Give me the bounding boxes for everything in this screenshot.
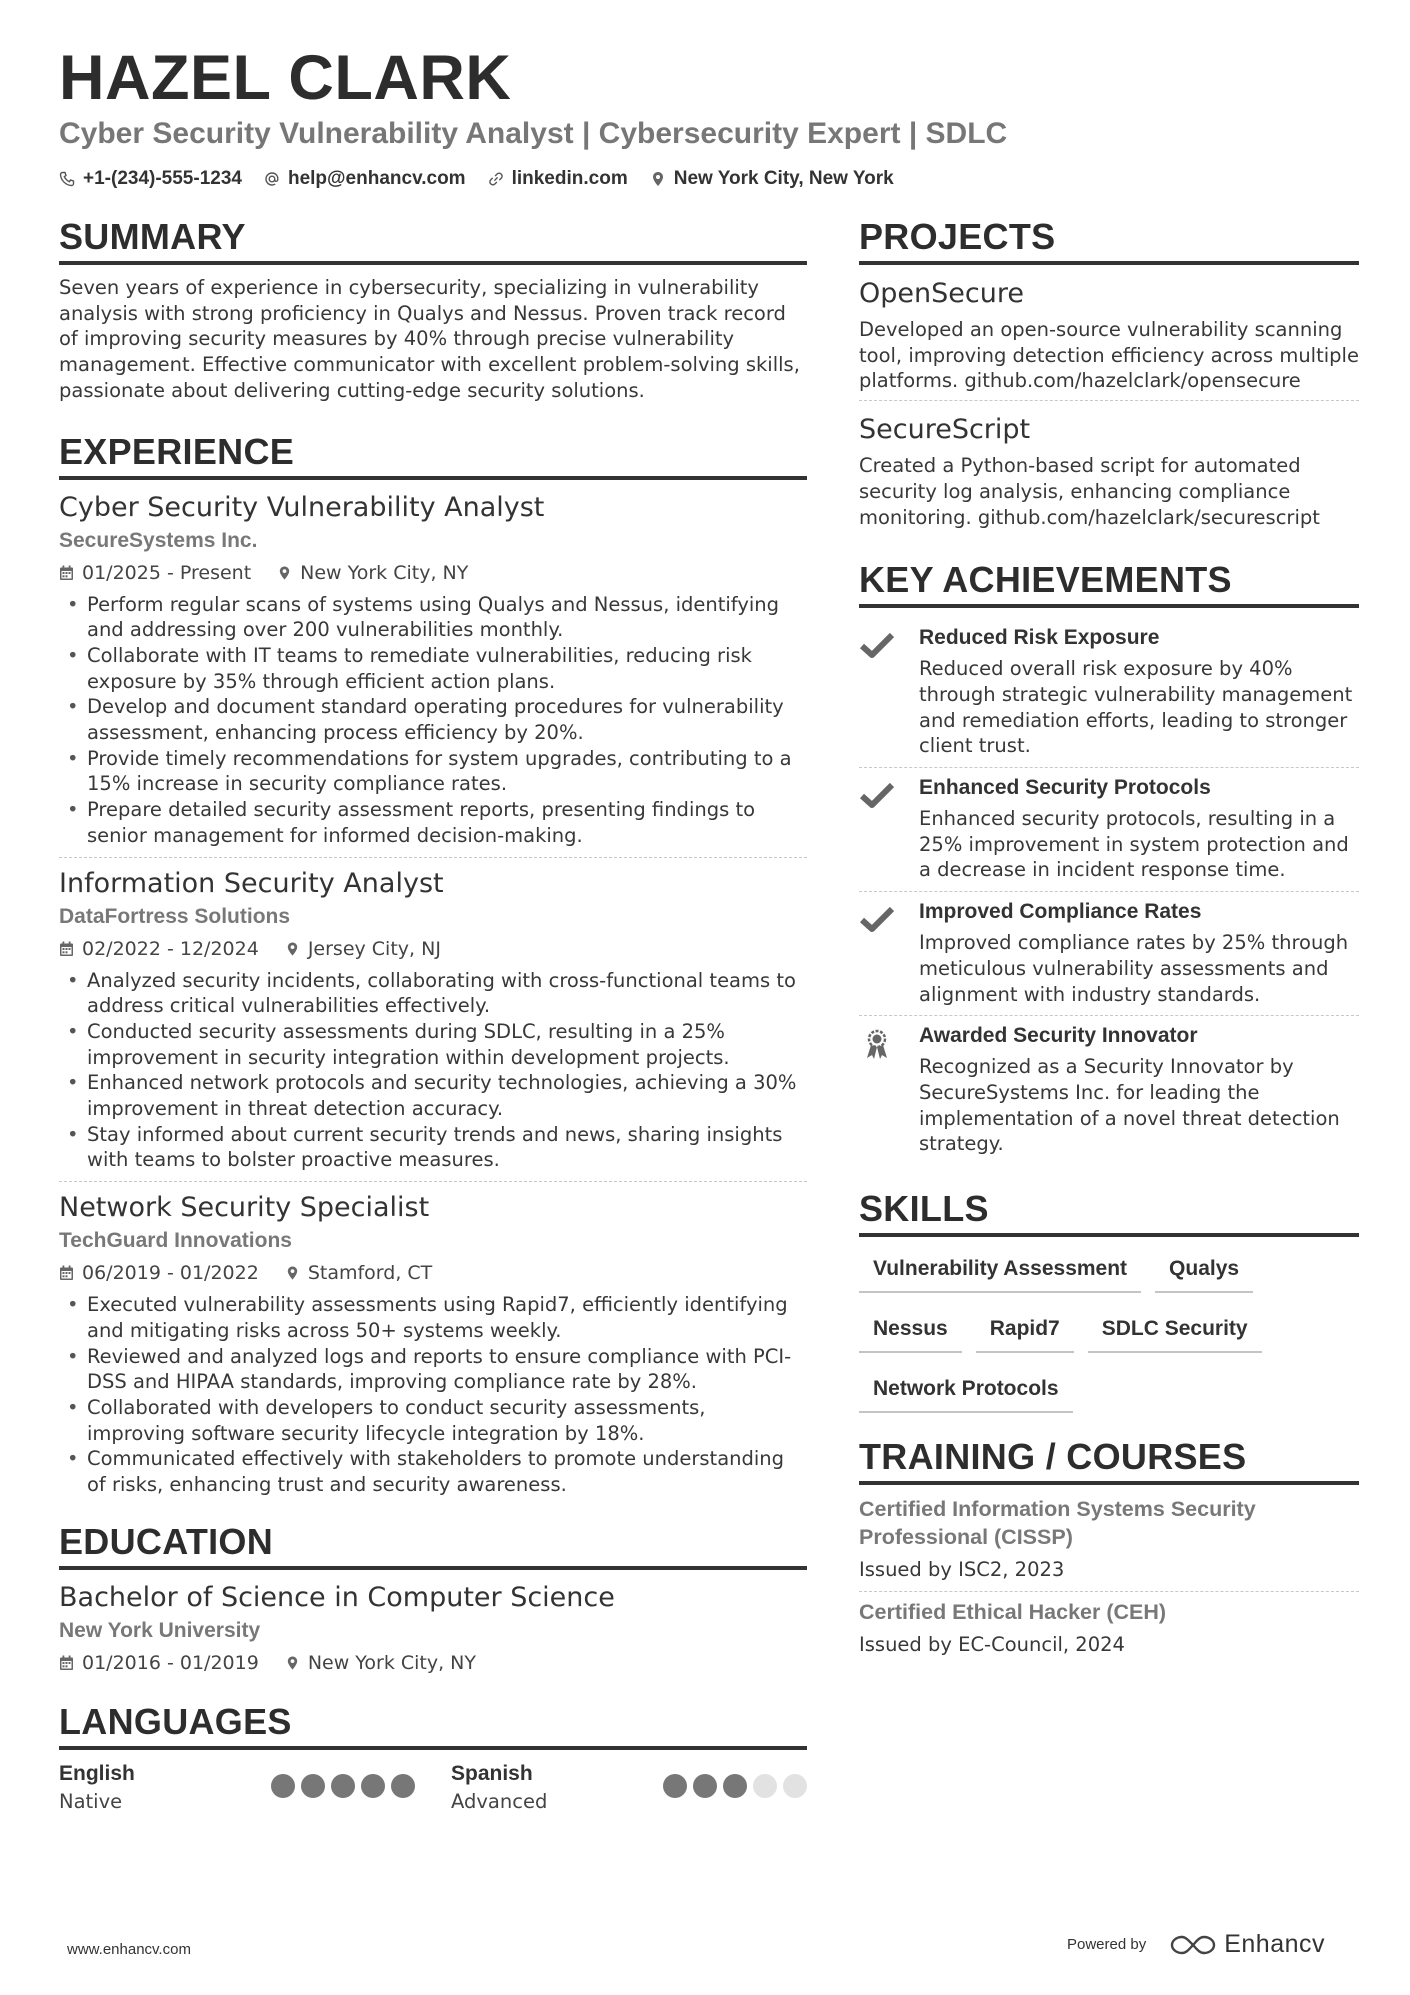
skill-tag: Qualys xyxy=(1155,1247,1253,1293)
language-rating xyxy=(271,1760,415,1816)
achievement-description: Improved compliance rates by 25% through meticulous vulnerability assessments and alignment with industry standards. xyxy=(919,931,1349,1006)
job-bullet: • Collaborate with IT teams to remediate vulnerabilities, reducing risk exposure by 35% through efficient action plans. xyxy=(59,643,807,694)
job-dates xyxy=(59,1258,259,1288)
job-meta xyxy=(59,1258,807,1288)
languages-title: LANGUAGES xyxy=(59,1700,807,1750)
achievement-title: Reduced Risk Exposure xyxy=(919,626,1160,650)
achievement-title: Awarded Security Innovator xyxy=(919,1024,1198,1048)
rating-dot-filled xyxy=(693,1774,717,1798)
job-location-text: Jersey City, NJ xyxy=(307,937,441,960)
enhancv-logo-icon xyxy=(1170,1933,1216,1957)
company-name: DataFortress Solutions xyxy=(59,904,291,928)
location-icon xyxy=(285,941,300,957)
job-entry xyxy=(59,490,807,858)
resume-header xyxy=(59,42,1359,190)
job-meta xyxy=(59,558,807,588)
project-description: Developed an open-source vulnerability scanning tool, improving detection efficiency across multiple platforms. github.com/hazelclark/opensecure xyxy=(859,318,1359,393)
skill-tag: Nessus xyxy=(859,1307,962,1353)
achievement-item xyxy=(859,892,1359,1016)
rating-dot-filled xyxy=(331,1774,355,1798)
rating-dot-filled xyxy=(723,1774,747,1798)
checkmark-icon xyxy=(859,780,895,812)
education-dates xyxy=(59,1648,259,1678)
achievement-title: Enhanced Security Protocols xyxy=(919,776,1211,800)
enhancv-logo[interactable] xyxy=(1170,1930,1325,1959)
enhancv-logo-text: Enhancv xyxy=(1224,1930,1326,1958)
experience-title: EXPERIENCE xyxy=(59,430,807,480)
achievement-item xyxy=(859,618,1359,768)
job-bullet: • Communicated effectively with stakeholders to promote understanding of risks, enhancing trust and security awareness. xyxy=(59,1446,807,1497)
phone-icon xyxy=(59,171,75,187)
language-name: Spanish xyxy=(451,1761,533,1785)
right-column xyxy=(859,215,1359,1671)
checkmark-icon xyxy=(859,904,895,936)
summary-text: Seven years of experience in cybersecurity, specializing in vulnerability analysis with strong proficiency in Qualys and Nessus. Proven track record of improving security measures by 40% through precise vulnerability management. Effective communicator with excellent problem-solving skills, passionate about delivering cutting-edge security solutions. xyxy=(59,276,800,402)
skill-tag: Network Protocols xyxy=(859,1367,1073,1413)
skill-tag: SDLC Security xyxy=(1088,1307,1262,1353)
job-bullet: • Conducted security assessments during SDLC, resulting in a 25% improvement in security integration within development projects. xyxy=(59,1019,807,1070)
education-section xyxy=(59,1520,807,1678)
course-item xyxy=(859,1495,1359,1592)
rating-dot-filled xyxy=(271,1774,295,1798)
contact-location-text: New York City, New York xyxy=(673,168,894,189)
location-icon xyxy=(650,171,666,187)
rating-dot-empty xyxy=(753,1774,777,1798)
education-dates-text: 01/2016 - 01/2019 xyxy=(82,1651,259,1674)
calendar-icon xyxy=(59,565,74,581)
language-level: Native xyxy=(59,1789,123,1813)
school-name: New York University xyxy=(59,1618,261,1642)
achievement-description: Reduced overall risk exposure by 40% through strategic vulnerability management and remediation efforts, leading to stronger client trust. xyxy=(919,657,1353,758)
language-name: English xyxy=(59,1761,135,1785)
job-bullets xyxy=(59,968,807,1174)
contact-phone-text: +1-(234)-555-1234 xyxy=(83,168,242,189)
location-icon xyxy=(285,1655,300,1671)
job-entry xyxy=(59,1190,807,1506)
company-name: TechGuard Innovations xyxy=(59,1229,292,1253)
languages-section xyxy=(59,1700,807,1816)
candidate-name: HAZEL CLARK xyxy=(59,43,512,113)
job-title: Cyber Security Vulnerability Analyst xyxy=(59,491,545,523)
contact-email[interactable] xyxy=(264,168,466,190)
location-icon xyxy=(277,565,292,581)
achievement-item xyxy=(859,768,1359,892)
job-entry xyxy=(59,866,807,1183)
rating-dot-filled xyxy=(391,1774,415,1798)
job-dates xyxy=(59,558,251,588)
language-level: Advanced xyxy=(451,1789,548,1813)
achievement-item xyxy=(859,1016,1359,1165)
rating-dot-empty xyxy=(783,1774,807,1798)
job-location-text: New York City, NY xyxy=(300,561,469,584)
job-bullet: • Reviewed and analyzed logs and reports to ensure compliance with PCI-DSS and HIPAA standards, improving compliance rate by 28%. xyxy=(59,1344,807,1395)
footer-branding xyxy=(1067,1930,1325,1959)
checkmark-icon xyxy=(859,630,895,662)
project-item xyxy=(859,411,1359,536)
skills-title: SKILLS xyxy=(859,1187,1359,1237)
job-location xyxy=(285,1258,432,1288)
contact-linkedin[interactable] xyxy=(488,168,628,190)
left-column xyxy=(59,215,807,1816)
achievement-title: Improved Compliance Rates xyxy=(919,900,1202,924)
education-title: EDUCATION xyxy=(59,1520,807,1570)
job-bullet: • Enhanced network protocols and security technologies, achieving a 30% improvement in threat detection accuracy. xyxy=(59,1070,807,1121)
course-name: Certified Information Systems Security Professional (CISSP) xyxy=(859,1497,1256,1550)
education-location xyxy=(285,1648,476,1678)
footer-website[interactable]: www.enhancv.com xyxy=(67,1941,191,1958)
contact-linkedin-text[interactable]: linkedin.com xyxy=(511,168,628,189)
education-meta xyxy=(59,1648,807,1678)
language-rating xyxy=(663,1760,807,1816)
job-dates xyxy=(59,934,259,964)
job-title: Network Security Specialist xyxy=(59,1192,430,1224)
candidate-headline: Cyber Security Vulnerability Analyst | Cybersecurity Expert | SDLC xyxy=(59,117,1008,150)
job-location xyxy=(285,934,441,964)
job-bullets xyxy=(59,592,807,849)
language-item xyxy=(59,1760,415,1816)
achievements-section xyxy=(859,558,1359,1165)
job-bullet: • Stay informed about current security trends and news, sharing insights with teams to bolster proactive measures. xyxy=(59,1122,807,1173)
project-name: SecureScript xyxy=(859,414,1031,446)
job-bullet: • Provide timely recommendations for system upgrades, contributing to a 15% increase in security compliance rates. xyxy=(59,746,807,797)
course-item xyxy=(859,1598,1359,1666)
job-dates-text: 01/2025 - Present xyxy=(82,561,252,584)
job-bullet: • Analyzed security incidents, collaborating with cross-functional teams to address critical vulnerabilities effectively. xyxy=(59,968,807,1019)
job-location-text: Stamford, CT xyxy=(307,1262,433,1285)
location-icon xyxy=(285,1265,300,1281)
contact-phone xyxy=(59,168,242,190)
achievement-description: Recognized as a Security Innovator by SecureSystems Inc. for leading the implementation of a novel threat detection strategy. xyxy=(919,1055,1340,1156)
contact-location xyxy=(650,168,894,190)
project-name: OpenSecure xyxy=(859,278,1024,309)
skills-section xyxy=(859,1187,1359,1413)
summary-title: SUMMARY xyxy=(59,215,807,265)
summary-section xyxy=(59,215,807,404)
language-list xyxy=(59,1760,807,1816)
job-bullet: • Perform regular scans of systems using Qualys and Nessus, identifying and addressing over 200 vulnerabilities monthly. xyxy=(59,592,807,643)
rating-dot-filled xyxy=(361,1774,385,1798)
contact-bar xyxy=(59,168,1359,190)
language-item xyxy=(451,1760,807,1816)
powered-by-label: Powered by xyxy=(1067,1936,1147,1953)
job-bullet: • Prepare detailed security assessment reports, presenting findings to senior management for informed decision-making. xyxy=(59,797,807,848)
course-issuer: Issued by EC-Council, 2024 xyxy=(859,1632,1125,1656)
calendar-icon xyxy=(59,1265,74,1281)
achievement-description: Enhanced security protocols, resulting in a 25% improvement in system protection and a decrease in incident response time. xyxy=(919,807,1349,882)
at-icon xyxy=(264,171,280,187)
job-dates-text: 06/2019 - 01/2022 xyxy=(82,1262,259,1285)
projects-title: PROJECTS xyxy=(859,215,1359,265)
rating-dot-filled xyxy=(301,1774,325,1798)
skill-list xyxy=(859,1247,1359,1413)
job-bullet: • Develop and document standard operating procedures for vulnerability assessment, enhancing process efficiency by 20%. xyxy=(59,694,807,745)
company-name: SecureSystems Inc. xyxy=(59,528,258,552)
education-location-text: New York City, NY xyxy=(307,1651,476,1674)
skill-tag: Rapid7 xyxy=(976,1307,1074,1353)
course-issuer: Issued by ISC2, 2023 xyxy=(859,1558,1065,1582)
link-icon xyxy=(488,171,504,187)
projects-section xyxy=(859,215,1359,536)
calendar-icon xyxy=(59,1655,74,1671)
rating-dot-filled xyxy=(663,1774,687,1798)
job-meta xyxy=(59,934,807,964)
project-description: Created a Python-based script for automated security log analysis, enhancing compliance monitoring. github.com/hazelclark/securescript xyxy=(859,454,1320,529)
award-ribbon-icon xyxy=(859,1028,895,1060)
job-dates-text: 02/2022 - 12/2024 xyxy=(82,937,259,960)
training-title: TRAINING / COURSES xyxy=(859,1435,1359,1485)
skill-tag: Vulnerability Assessment xyxy=(859,1247,1141,1293)
experience-section xyxy=(59,430,807,1506)
course-name: Certified Ethical Hacker (CEH) xyxy=(859,1599,1167,1624)
contact-email-text[interactable]: help@enhancv.com xyxy=(287,168,466,189)
job-bullets xyxy=(59,1292,807,1498)
degree-title: Bachelor of Science in Computer Science xyxy=(59,1581,615,1613)
job-bullet: • Collaborated with developers to conduct security assessments, improving software security lifecycle integration by 18%. xyxy=(59,1395,807,1446)
training-section xyxy=(859,1435,1359,1665)
job-bullet: • Executed vulnerability assessments using Rapid7, efficiently identifying and mitigating risks across 50+ systems weekly. xyxy=(59,1292,807,1343)
achievements-title: KEY ACHIEVEMENTS xyxy=(859,558,1359,608)
project-item xyxy=(859,275,1359,401)
job-location xyxy=(277,558,468,588)
calendar-icon xyxy=(59,941,74,957)
job-title: Information Security Analyst xyxy=(59,867,444,899)
